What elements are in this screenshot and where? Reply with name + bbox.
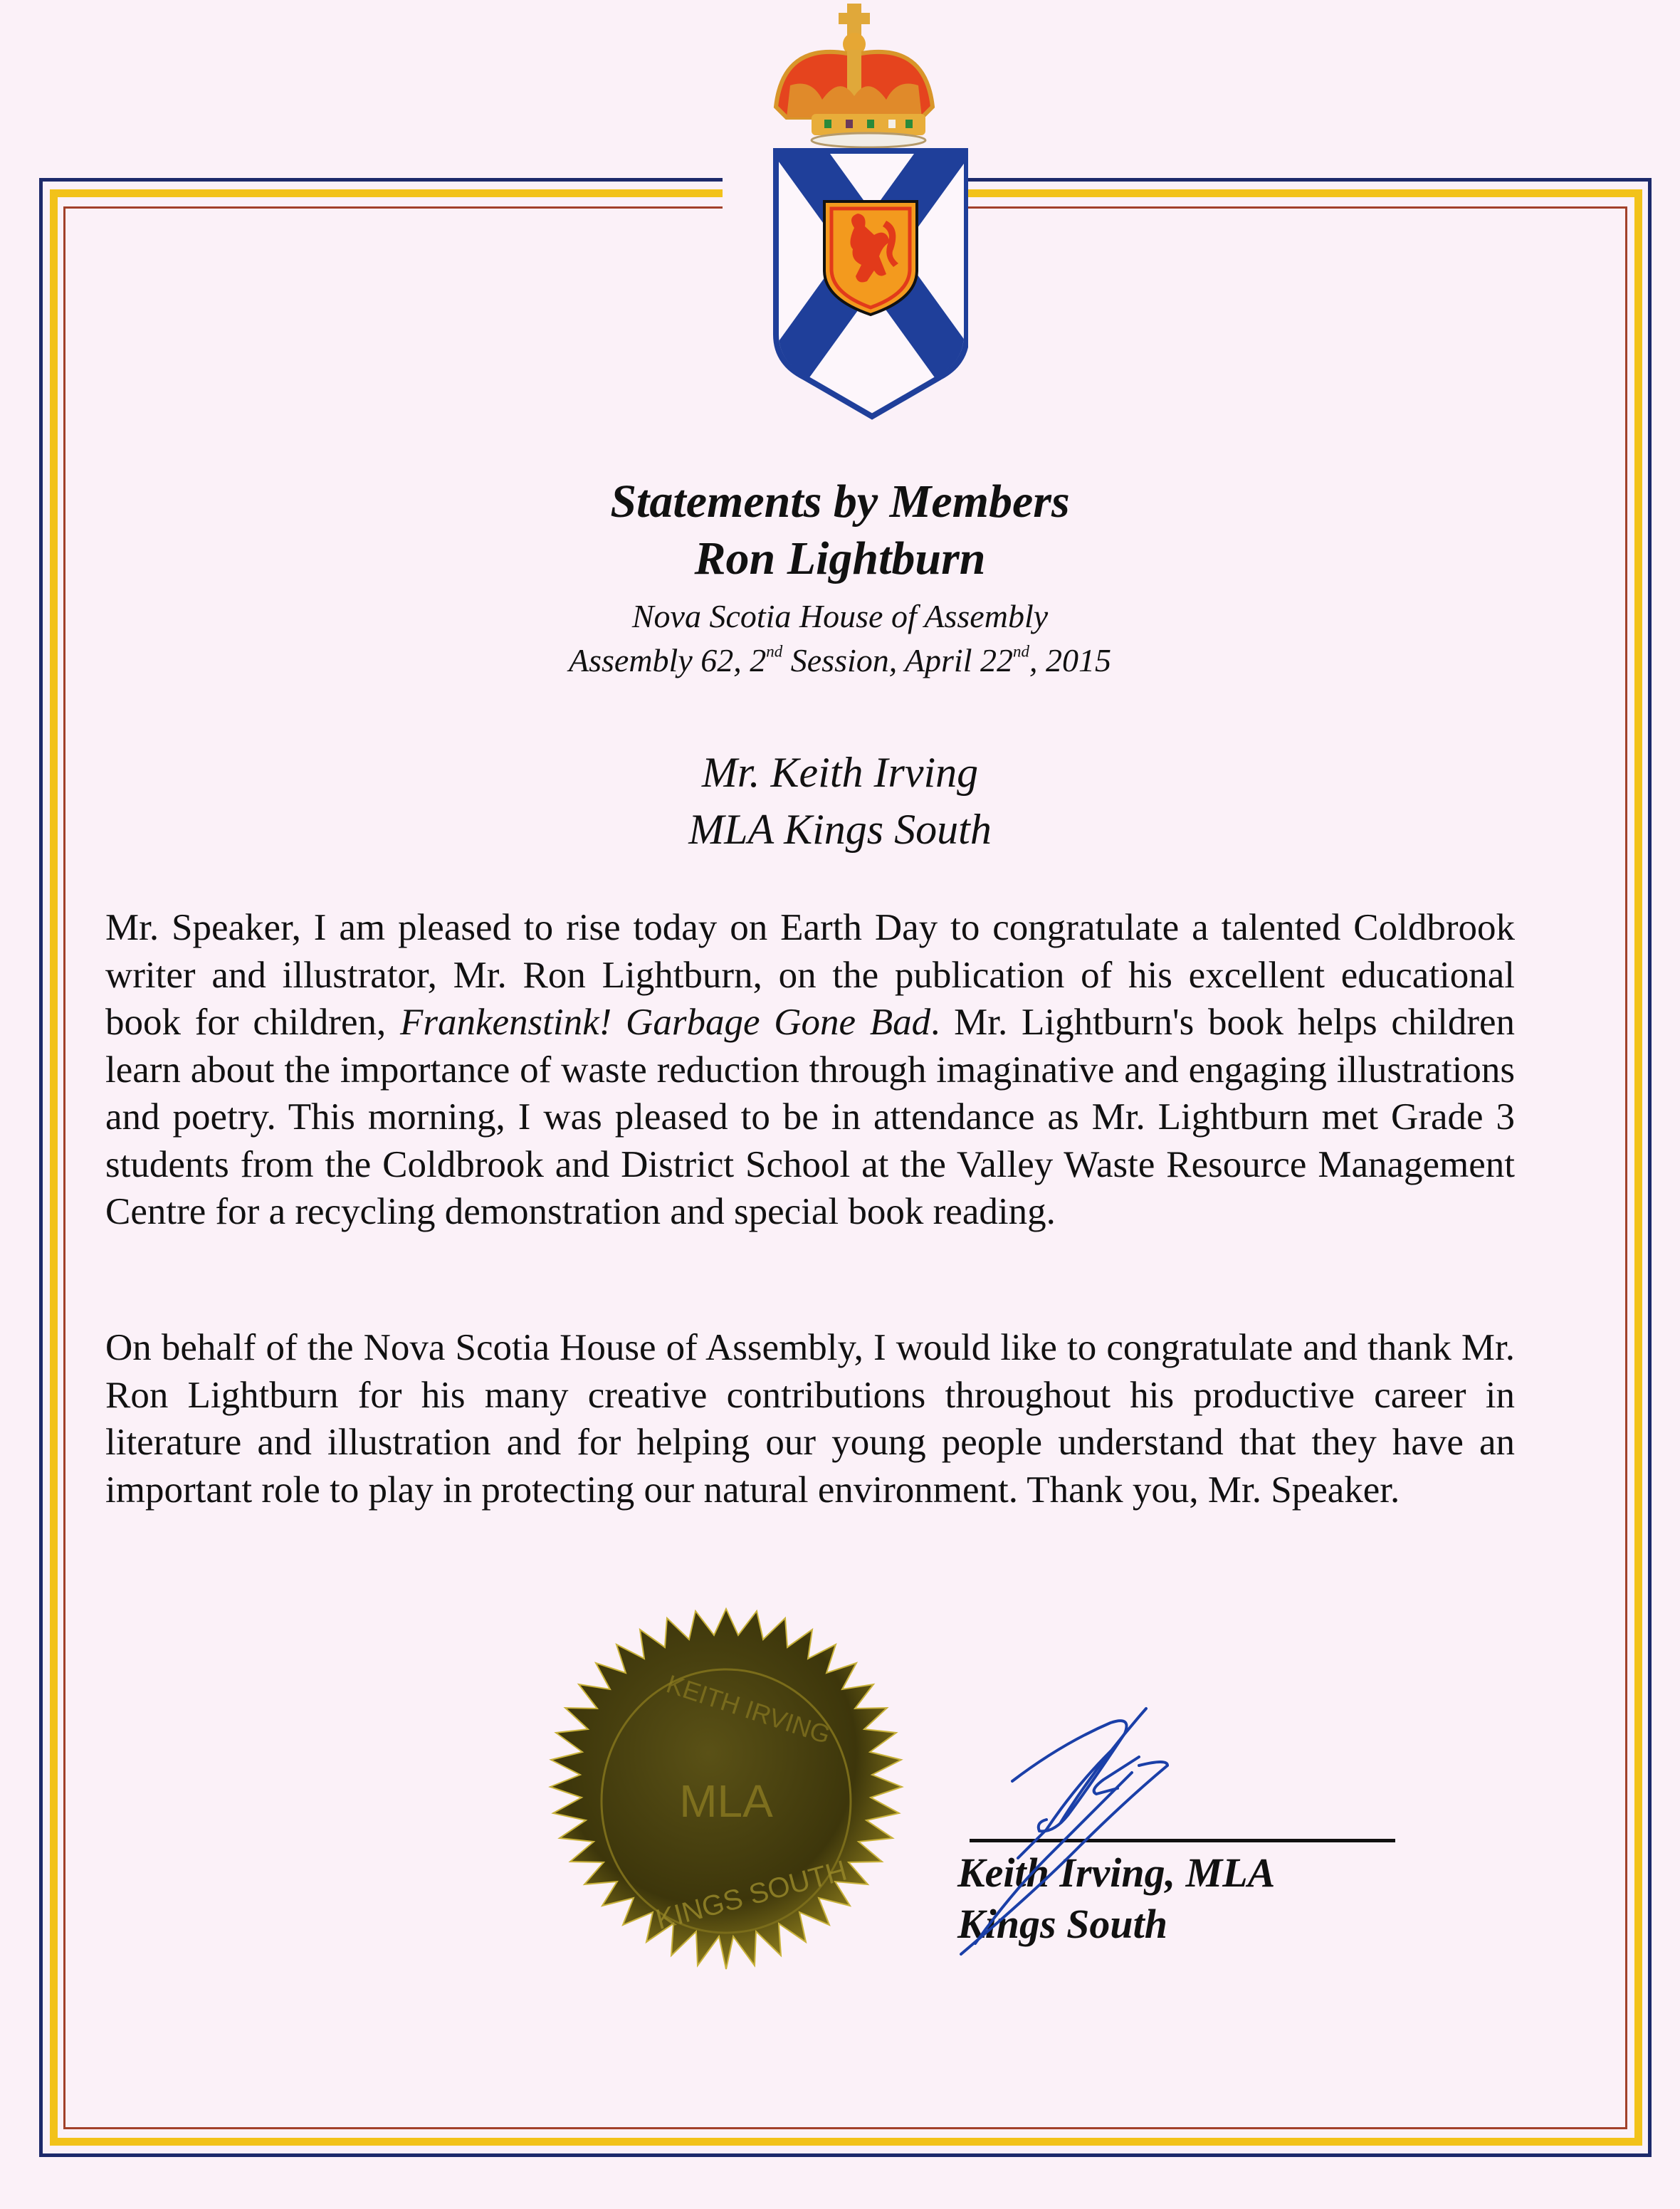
member-name: Mr. Keith Irving — [701, 749, 979, 796]
signatory-name: Keith Irving, MLA — [957, 1849, 1276, 1896]
member-riding: MLA Kings South — [688, 806, 992, 853]
book-title: Frankenstink! Garbage Gone Bad — [399, 1002, 931, 1043]
statement-title — [0, 473, 1680, 587]
crown-icon — [776, 4, 933, 147]
nova-scotia-crest-icon — [740, 0, 968, 420]
signatory-riding: Kings South — [957, 1901, 1168, 1947]
shield-icon — [747, 128, 968, 416]
institution-name: Nova Scotia House of Assembly — [631, 598, 1049, 634]
session-info — [0, 594, 1680, 683]
member-block — [0, 744, 1680, 858]
svg-text:KINGS SOUTH: KINGS SOUTH — [652, 1854, 851, 1936]
handwritten-signature-icon — [933, 1680, 1274, 1965]
svg-text:MLA: MLA — [679, 1775, 773, 1827]
svg-text:KEITH IRVING: KEITH IRVING — [663, 1669, 834, 1750]
statement-paragraph-2: On behalf of the Nova Scotia House of Assembly, I would like to congratulate and thank Mr. Ron Lightburn for his many creative contributions throughout his productive career in literature and illustration and for helping our young people understand that they have an important role to play in protecting our natural environment. Thank you, Mr. Speaker. — [105, 1327, 1515, 1511]
statement-paragraph-1: Mr. Speaker, I am pleased to rise today on Earth Day to congratulate a talented Coldbrook writer and illustrator, Mr. Ron Lightburn, on the publication of his excellent educational book for children, Frankenstink! Garbage Gone Bad. Mr. Lightburn's book helps children learn about the importance of waste reduction through imaginative and engaging illustrations and poetry. This morning, I was pleased to be in attendance as Mr. Lightburn met Grade 3 students from the Coldbrook and District School at the Valley Waste Resource Management Centre for a recycling demonstration and special book reading. — [105, 907, 1515, 1232]
honoree-name: Ron Lightburn — [694, 532, 986, 584]
gold-seal-icon — [527, 1602, 925, 2000]
title-line: Statements by Members — [610, 476, 1070, 528]
session-date: Assembly 62, 2nd Session, April 22nd, 2015 — [569, 642, 1111, 678]
